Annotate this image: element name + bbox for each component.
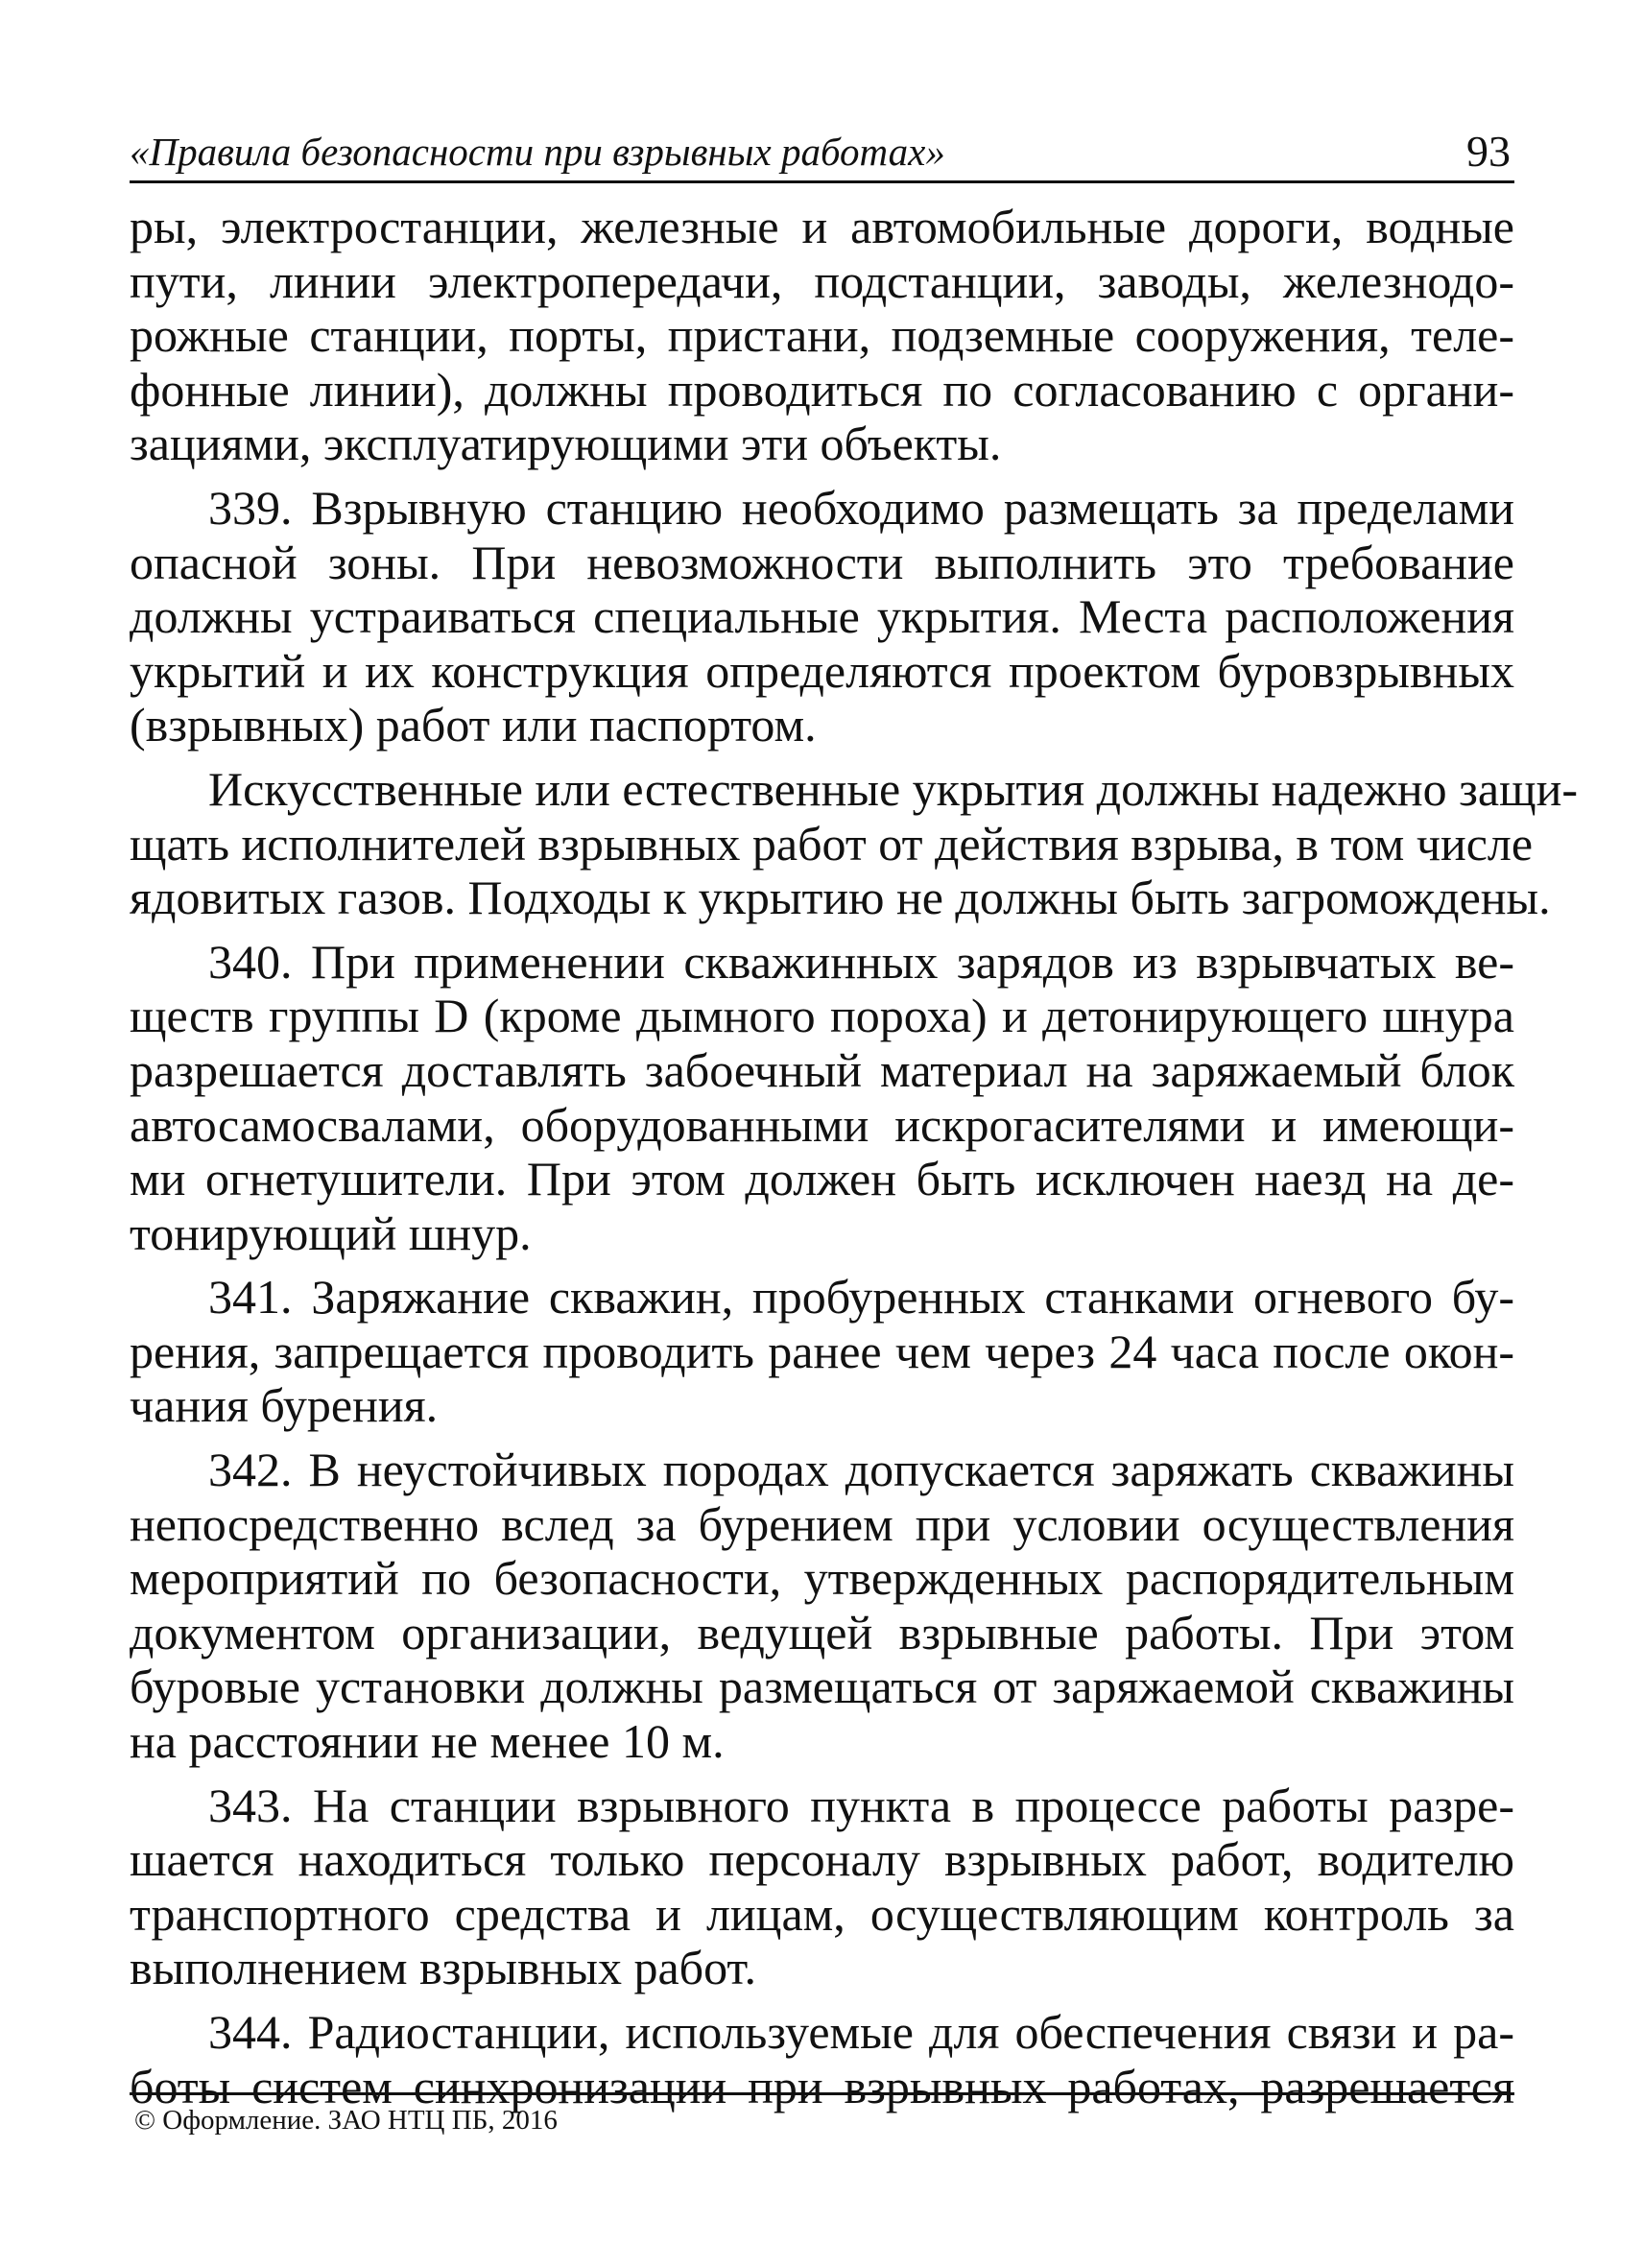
text-line: ядовитых газов. Подходы к укрытию не должны быть загромождены. bbox=[130, 871, 1551, 925]
text-line: автосамосвалами, оборудованными искрогасителями и имеющи- bbox=[130, 1097, 1514, 1152]
text-line: выполнением взрывных работ. bbox=[130, 1941, 757, 1995]
text-line: на расстоянии не менее 10 м. bbox=[130, 1714, 725, 1769]
page-header bbox=[130, 123, 1514, 183]
text-line: Искусственные или естественные укрытия должны надежно защи- bbox=[208, 761, 1579, 816]
text-line: ществ группы D (кроме дымного пороха) и детонирующего шнура bbox=[130, 989, 1514, 1043]
text-line: буровые установки должны размещаться от заряжаемой скважины bbox=[130, 1659, 1514, 1714]
copyright-footer: © Оформление. ЗАО НТЦ ПБ, 2016 bbox=[134, 2105, 558, 2136]
paragraph bbox=[130, 200, 1514, 471]
text-line: ми огнетушители. При этом должен быть исключен наезд на де- bbox=[130, 1152, 1514, 1206]
text-line: рения, запрещается проводить ранее чем через 24 часа после окон- bbox=[130, 1324, 1514, 1378]
text-line: ры, электростанции, железные и автомобильные дороги, водные bbox=[130, 200, 1514, 253]
document-title: «Правила безопасности при взрывных работах» bbox=[130, 130, 945, 174]
text-line: опасной зоны. При невозможности выполнить это требование bbox=[130, 535, 1514, 589]
text-line: фонные линии), должны проводиться по согласованию с органи- bbox=[130, 362, 1514, 417]
paragraph bbox=[130, 1270, 1514, 1433]
text-line: 342. В неустойчивых породах допускается заряжать скважины bbox=[208, 1443, 1514, 1497]
text-line: тонирующий шнур. bbox=[130, 1206, 532, 1260]
text-line: разрешается доставлять забоечный материал на заряжаемый блок bbox=[130, 1042, 1514, 1097]
paragraph bbox=[130, 2005, 1514, 2113]
paragraph bbox=[130, 935, 1514, 1261]
page-body bbox=[130, 200, 1579, 2113]
text-line: транспортного средства и лицам, осуществляющим контроль за bbox=[130, 1886, 1514, 1941]
text-line: 344. Радиостанции, используемые для обеспечения связи и ра- bbox=[208, 2005, 1514, 2059]
text-line: 340. При применении скважинных зарядов из взрывчатых ве- bbox=[208, 934, 1514, 989]
text-line: 343. На станции взрывного пункта в процессе работы разре- bbox=[208, 1778, 1514, 1832]
text-line: рожные станции, порты, пристани, подземные сооружения, теле- bbox=[130, 308, 1514, 363]
text-line: зациями, эксплуатирующими эти объекты. bbox=[130, 417, 1002, 471]
text-line: пути, линии электропередачи, подстанции, заводы, железнодо- bbox=[130, 253, 1514, 308]
text-line: чания бурения. bbox=[130, 1378, 439, 1433]
text-line: 339. Взрывную станцию необходимо размещать за пределами bbox=[208, 480, 1514, 535]
text-line: шается находиться только персоналу взрывных работ, водителю bbox=[130, 1832, 1514, 1887]
text-line: должны устраиваться специальные укрытия. Места расположения bbox=[130, 589, 1514, 644]
page-number: 93 bbox=[1466, 127, 1511, 176]
text-line: документом организации, ведущей взрывные работы. При этом bbox=[130, 1605, 1514, 1659]
paragraph bbox=[130, 1779, 1514, 1995]
text-line: 341. Заряжание скважин, пробуренных станками огневого бу- bbox=[208, 1270, 1514, 1325]
text-line: щать исполнителей взрывных работ от действия взрыва, в том числе bbox=[130, 816, 1534, 871]
text-line: укрытий и их конструкция определяются проектом буровзрывных bbox=[130, 643, 1514, 698]
footer-divider bbox=[130, 2092, 1514, 2095]
paragraph bbox=[130, 761, 1579, 925]
text-line: боты систем синхронизации при взрывных работах, разрешается bbox=[130, 2059, 1514, 2113]
paragraph bbox=[130, 1443, 1514, 1769]
text-line: (взрывных) работ или паспортом. bbox=[130, 698, 817, 752]
text-line: непосредственно вслед за бурением при условии осуществления bbox=[130, 1496, 1514, 1551]
paragraph bbox=[130, 481, 1514, 752]
text-line: мероприятий по безопасности, утвержденных распорядительным bbox=[130, 1551, 1514, 1606]
